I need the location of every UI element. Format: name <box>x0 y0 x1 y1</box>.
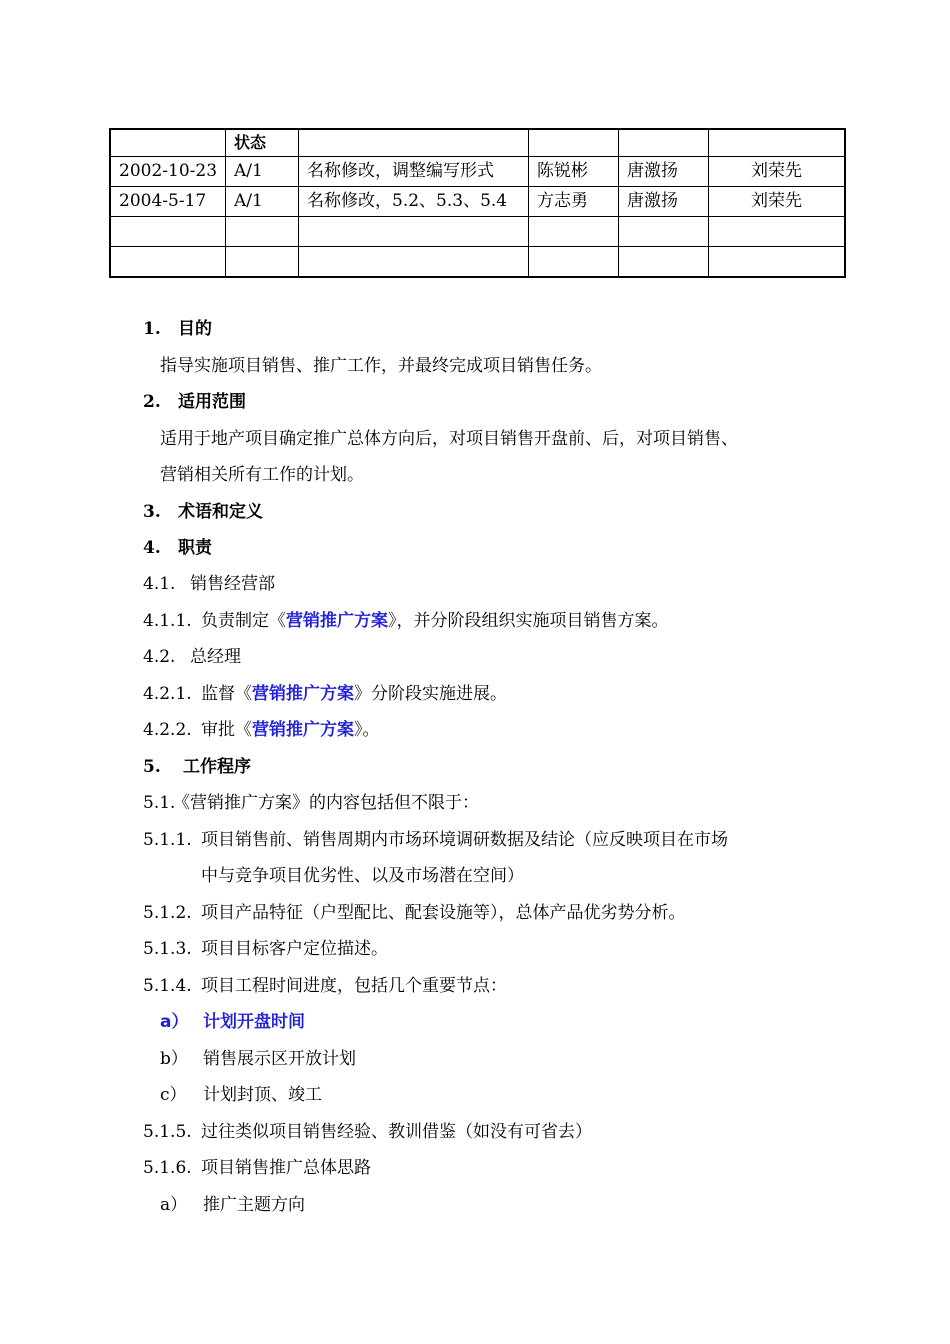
table-cell <box>110 217 226 247</box>
author-cell: 陈锐彬 <box>529 157 619 187</box>
table-cell <box>299 217 529 247</box>
table-cell <box>529 247 619 278</box>
list-item: 5.1.6. 项目销售推广总体思路 <box>143 1158 371 1178</box>
date-cell: 2004-5-17 <box>110 187 226 217</box>
sub-list-item: b） 销售展示区开放计划 <box>160 1049 356 1069</box>
section-heading: 5. 工作程序 <box>143 757 251 777</box>
revision-table <box>109 128 846 278</box>
table-cell <box>619 247 709 278</box>
section-heading: 3. 术语和定义 <box>143 502 263 522</box>
table-cell <box>529 129 619 157</box>
table-cell <box>226 247 299 278</box>
table-row <box>110 187 845 217</box>
table-cell <box>619 129 709 157</box>
status-cell: A/1 <box>226 187 299 217</box>
list-item: 5.1.3. 项目目标客户定位描述。 <box>143 939 388 959</box>
table-cell <box>709 129 846 157</box>
author-cell: 方志勇 <box>529 187 619 217</box>
description-cell: 名称修改，5.2、5.3、5.4 <box>299 187 529 217</box>
list-item: 4.2.2. 审批《营销推广方案》。 <box>143 720 380 740</box>
list-item: 4.2.1. 监督《营销推广方案》分阶段实施进展。 <box>143 684 507 704</box>
list-item: 5.1.5. 过往类似项目销售经验、教训借鉴（如没有可省去） <box>143 1122 592 1142</box>
list-item: 4.1. 销售经营部 <box>143 574 275 594</box>
table-cell <box>110 247 226 278</box>
table-cell <box>226 217 299 247</box>
list-item: 5.1.2. 项目产品特征（户型配比、配套设施等），总体产品优劣势分析。 <box>143 903 686 923</box>
status-header: 状态 <box>226 129 299 157</box>
list-item: 4.1.1. 负责制定《营销推广方案》，并分阶段组织实施项目销售方案。 <box>143 611 669 631</box>
table-header-row <box>110 129 845 157</box>
table-cell <box>299 247 529 278</box>
description-cell: 名称修改，调整编写形式 <box>299 157 529 187</box>
table-row <box>110 157 845 187</box>
section-heading: 1. 目的 <box>143 319 212 339</box>
sub-list-item: c） 计划封顶、竣工 <box>160 1085 322 1105</box>
approver-cell: 刘荣先 <box>709 157 846 187</box>
table-cell <box>299 129 529 157</box>
sub-list-item: a） 计划开盘时间 <box>160 1012 305 1032</box>
table-row <box>110 247 845 278</box>
reviewer-cell: 唐激扬 <box>619 157 709 187</box>
paragraph: 适用于地产项目确定推广总体方向后，对项目销售开盘前、后，对项目销售、 <box>160 429 738 449</box>
reviewer-cell: 唐激扬 <box>619 187 709 217</box>
section-heading: 2. 适用范围 <box>143 392 246 412</box>
list-item: 5.1.《营销推广方案》的内容包括但不限于： <box>143 793 479 813</box>
approver-cell: 刘荣先 <box>709 187 846 217</box>
list-item: 5.1.1. 项目销售前、销售周期内市场环境调研数据及结论（应反映项目在市场 <box>143 830 728 850</box>
list-item: 5.1.4. 项目工程时间进度，包括几个重要节点： <box>143 976 507 996</box>
table-cell <box>529 217 619 247</box>
section-heading: 4. 职责 <box>143 538 212 558</box>
date-cell: 2002-10-23 <box>110 157 226 187</box>
table-cell <box>709 247 846 278</box>
document-link[interactable]: 营销推广方案 <box>252 684 354 704</box>
table-cell <box>709 217 846 247</box>
sub-list-item: a） 推广主题方向 <box>160 1195 305 1215</box>
document-link[interactable]: 营销推广方案 <box>286 611 388 631</box>
list-item: 4.2. 总经理 <box>143 647 241 667</box>
table-row <box>110 217 845 247</box>
paragraph: 指导实施项目销售、推广工作，并最终完成项目销售任务。 <box>160 356 602 376</box>
table-cell <box>619 217 709 247</box>
paragraph: 营销相关所有工作的计划。 <box>160 465 364 485</box>
list-item-continued: 中与竞争项目优劣性、以及市场潜在空间） <box>201 866 524 886</box>
document-link[interactable]: 营销推广方案 <box>252 720 354 740</box>
status-cell: A/1 <box>226 157 299 187</box>
table-cell <box>110 129 226 157</box>
